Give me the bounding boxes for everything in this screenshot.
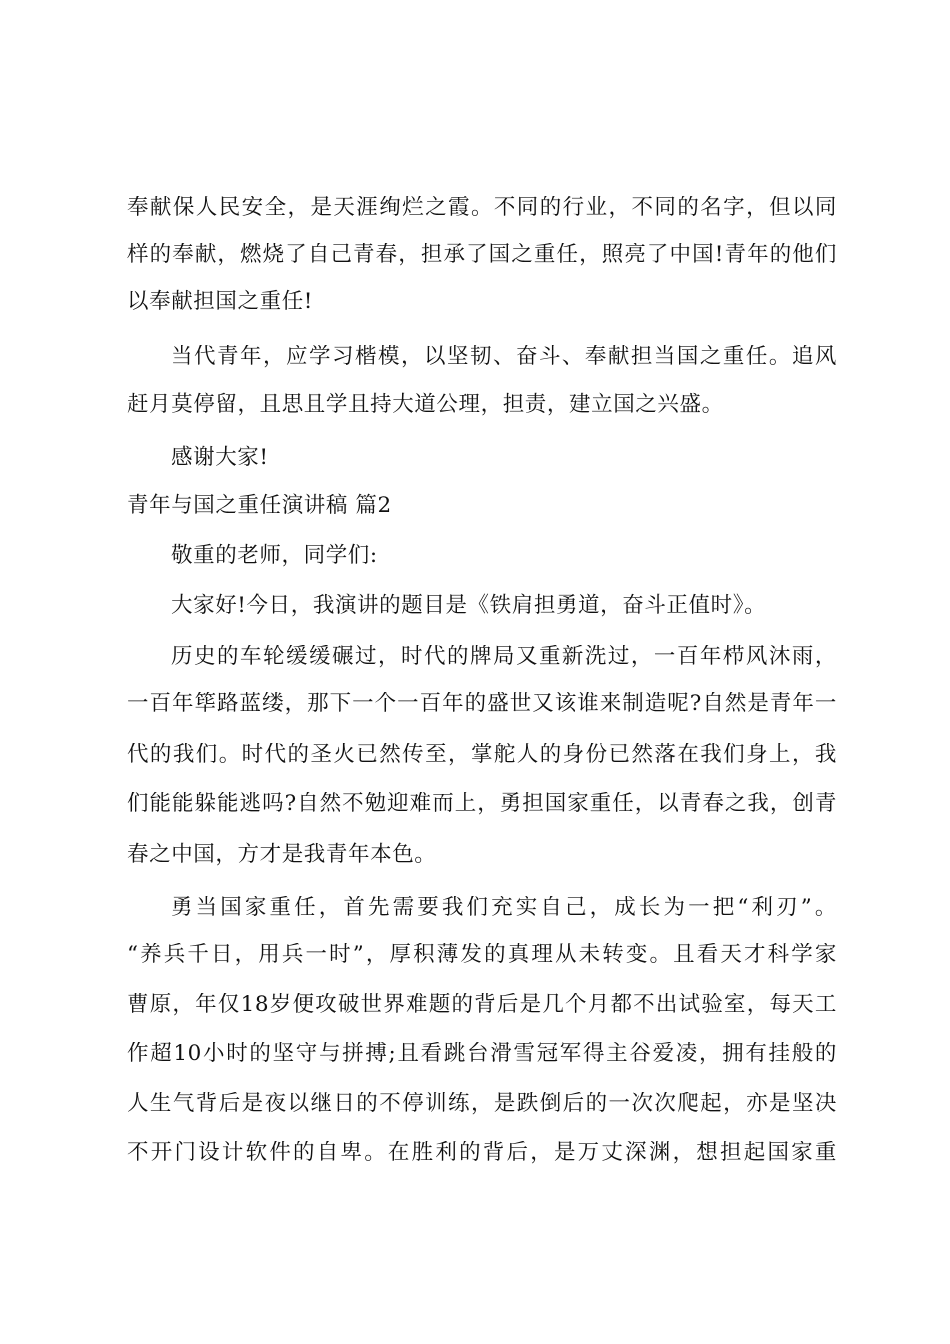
text-line: 们能能躲能逃吗?自然不勉迎难而上，勇担国家重任，以青春之我，创青 xyxy=(127,792,837,816)
text-line: 不开门设计软件的自卑。在胜利的背后，是万丈深渊，想担起国家重 xyxy=(127,1141,837,1165)
section-heading: 青年与国之重任演讲稿 篇2 xyxy=(127,493,392,518)
text-line: 一百年筚路蓝缕，那下一个一百年的盛世又该谁来制造呢?自然是青年一 xyxy=(127,692,837,716)
text-line: 历史的车轮缓缓碾过，时代的牌局又重新洗过，一百年栉风沐雨， xyxy=(171,645,837,669)
text-line: 作超10小时的坚守与拼搏;且看跳台滑雪冠军得主谷爱凌，拥有挂般的 xyxy=(127,1042,837,1066)
text-line: 人生气背后是夜以继日的不停训练，是跌倒后的一次次爬起，亦是坚决 xyxy=(127,1092,837,1116)
text-line: 样的奉献，燃烧了自己青春，担承了国之重任，照亮了中国!青年的他们 xyxy=(127,243,837,267)
text-line: 赶月莫停留，且思且学且持大道公理，担责，建立国之兴盛。 xyxy=(127,392,724,417)
text-line: 当代青年，应学习楷模，以坚韧、奋斗、奉献担当国之重任。追风 xyxy=(171,345,837,369)
text-line: 勇当国家重任，首先需要我们充实自己，成长为一把“利刃”。 xyxy=(171,896,837,920)
text-line: 春之中国，方才是我青年本色。 xyxy=(127,842,437,867)
text-line: 奉献保人民安全，是天涯绚烂之霞。不同的行业，不同的名字，但以同 xyxy=(127,196,837,220)
text-line: 大家好!今日，我演讲的题目是《铁肩担勇道，奋斗正值时》。 xyxy=(171,593,767,618)
text-line: “养兵千日，用兵一时”，厚积薄发的真理从未转变。且看天才科学家 xyxy=(127,943,837,967)
text-line: 曹原，年仅18岁便攻破世界难题的背后是几个月都不出试验室，每天工 xyxy=(127,993,837,1017)
text-line: 代的我们。时代的圣火已然传至，掌舵人的身份已然落在我们身上，我 xyxy=(127,743,837,767)
text-line: 感谢大家! xyxy=(171,445,269,470)
text-line: 敬重的老师，同学们: xyxy=(171,543,378,568)
text-line: 以奉献担国之重任! xyxy=(127,289,314,314)
